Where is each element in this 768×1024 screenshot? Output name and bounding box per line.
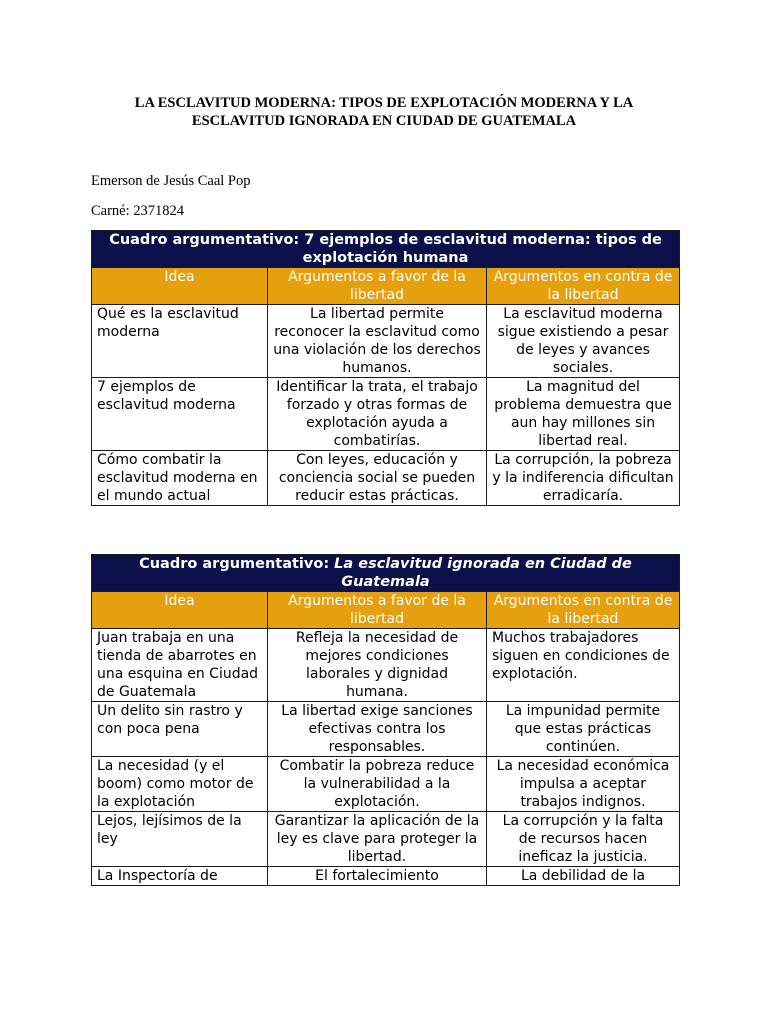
contra-cell: La corrupción y la falta de recursos hacen ineficaz la justicia.: [487, 812, 680, 867]
argument-table-1: [91, 230, 680, 506]
idea-cell: La necesidad (y el boom) como motor de la explotación: [92, 757, 268, 812]
table-title: Cuadro argumentativo: 7 ejemplos de esclavitud moderna: tipos de explotación humana: [92, 231, 680, 268]
idea-cell: La Inspectoría de: [92, 867, 268, 886]
idea-cell: Juan trabaja en una tienda de abarrotes en una esquina en Ciudad de Guatemala: [92, 629, 268, 702]
idea-cell: Cómo combatir la esclavitud moderna en el mundo actual: [92, 451, 268, 506]
table-header-row: [92, 592, 680, 629]
header-favor: Argumentos a favor de la libertad: [268, 268, 487, 305]
argument-table-2: [91, 554, 680, 886]
header-contra: Argumentos en contra de la libertad: [487, 592, 680, 629]
favor-cell: La libertad permite reconocer la esclavitud como una violación de los derechos humanos.: [268, 305, 487, 378]
header-idea: Idea: [92, 592, 268, 629]
table-row: [92, 757, 680, 812]
table-title-row: [92, 555, 680, 592]
table-row: [92, 629, 680, 702]
document-title: LA ESCLAVITUD MODERNA: TIPOS DE EXPLOTACIÓN MODERNA Y LA ESCLAVITUD IGNORADA EN CIUDAD DE GUATEMALA: [134, 95, 634, 129]
contra-cell: La esclavitud moderna sigue existiendo a pesar de leyes y avances sociales.: [487, 305, 680, 378]
table-header-row: [92, 268, 680, 305]
contra-cell: Muchos trabajadores siguen en condiciones de explotación.: [487, 629, 680, 702]
header-favor: Argumentos a favor de la libertad: [268, 592, 487, 629]
table-row: [92, 305, 680, 378]
table-title-row: [92, 231, 680, 268]
favor-cell: Identificar la trata, el trabajo forzado y otras formas de explotación ayuda a combatirías.: [268, 378, 487, 451]
table-row: [92, 451, 680, 506]
idea-cell: Un delito sin rastro y con poca pena: [92, 702, 268, 757]
table-title-prefix: Cuadro argumentativo:: [139, 556, 335, 572]
author-name: Emerson de Jesús Caal Pop: [91, 173, 251, 189]
table-row: [92, 378, 680, 451]
contra-cell: La impunidad permite que estas prácticas continúen.: [487, 702, 680, 757]
favor-cell: La libertad exige sanciones efectivas contra los responsables.: [268, 702, 487, 757]
contra-cell: La necesidad económica impulsa a aceptar trabajos indignos.: [487, 757, 680, 812]
table-row: [92, 702, 680, 757]
idea-cell: Qué es la esclavitud moderna: [92, 305, 268, 378]
favor-cell: Garantizar la aplicación de la ley es clave para proteger la libertad.: [268, 812, 487, 867]
header-idea: Idea: [92, 268, 268, 305]
student-id: Carné: 2371824: [91, 203, 185, 219]
favor-cell: Combatir la pobreza reduce la vulnerabilidad a la explotación.: [268, 757, 487, 812]
header-contra: Argumentos en contra de la libertad: [487, 268, 680, 305]
idea-cell: 7 ejemplos de esclavitud moderna: [92, 378, 268, 451]
contra-cell: La magnitud del problema demuestra que aun hay millones sin libertad real.: [487, 378, 680, 451]
favor-cell: Con leyes, educación y conciencia social se pueden reducir estas prácticas.: [268, 451, 487, 506]
table-row: [92, 812, 680, 867]
favor-cell: El fortalecimiento: [268, 867, 487, 886]
table-row: [92, 867, 680, 886]
contra-cell: La debilidad de la: [487, 867, 680, 886]
favor-cell: Refleja la necesidad de mejores condiciones laborales y dignidad humana.: [268, 629, 487, 702]
table-title-italic: La esclavitud ignorada en Ciudad de Guatemala: [334, 556, 632, 590]
contra-cell: La corrupción, la pobreza y la indiferencia dificultan erradicaría.: [487, 451, 680, 506]
table-title: [92, 555, 680, 592]
idea-cell: Lejos, lejísimos de la ley: [92, 812, 268, 867]
